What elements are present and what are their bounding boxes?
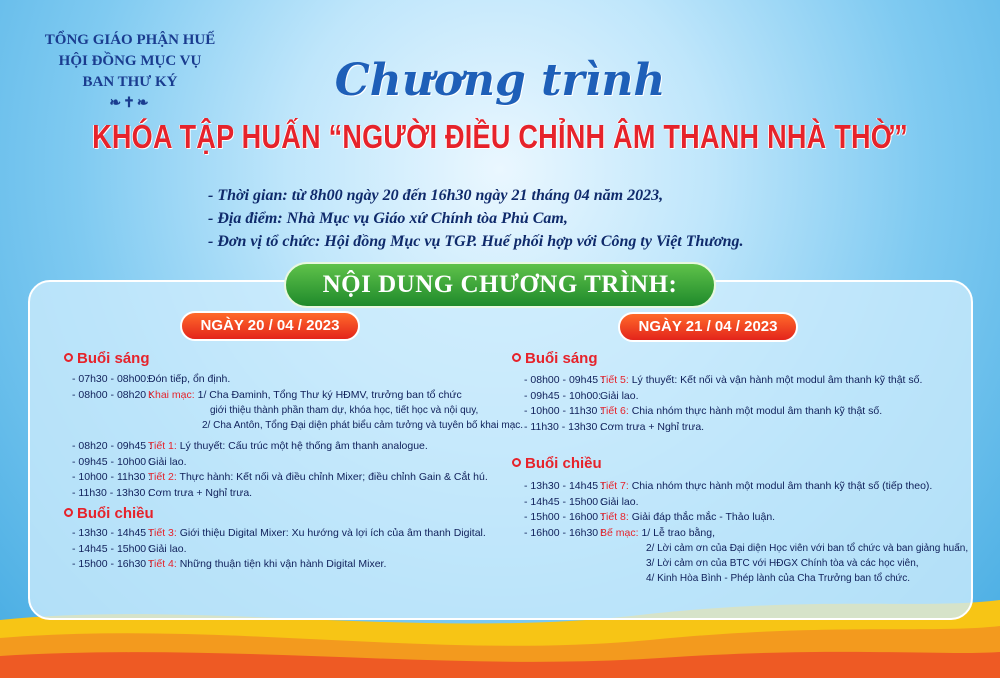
item-text: Cơm trưa + Nghỉ trưa. <box>148 486 253 499</box>
day2-label: NGÀY 21 / 04 / 2023 <box>618 312 798 342</box>
day2-morning-label: Buổi sáng <box>525 350 598 367</box>
item-text: Giải lao. <box>600 389 639 402</box>
list-item <box>524 526 968 542</box>
day2-afternoon-label: Buổi chiều <box>525 455 602 472</box>
item-time: - 14h45 - 15h00 : <box>72 542 152 555</box>
item-time: - 07h30 - 08h00: <box>72 373 150 385</box>
item-time: - 08h20 - 09h45 : <box>72 440 152 452</box>
item-time: - 10h00 - 11h30 : <box>524 405 604 417</box>
org-line-secretariat: BAN THƯ KÝ <box>82 74 178 90</box>
item-time: - 11h30 - 13h30 : <box>524 420 604 433</box>
item-text: Lý thuyết: Cấu trúc một hệ thống âm thanh analogue. <box>179 440 428 452</box>
item-text: 1/ Cha Đaminh, Tổng Thư ký HĐMV, trưởng ban tổ chức <box>197 388 462 401</box>
list-item <box>72 439 523 455</box>
item-text: Giải đáp thắc mắc - Thảo luận. <box>631 511 776 523</box>
cross-ornament-icon: ❧✝❧ <box>109 96 151 111</box>
item-subline: 2/ Lời cảm ơn của Đại diện Học viên với ban tổ chức và ban giảng huấn, <box>646 543 969 554</box>
item-key: Tiết 6: <box>600 405 629 417</box>
item-text: Cơm trưa + Nghỉ trưa. <box>600 420 705 433</box>
item-subline: 2/ Cha Antôn, Tổng Đại diện phát biểu cảm tưởng và tuyên bố khai mạc. <box>202 420 524 431</box>
day2-morning-list <box>524 373 922 435</box>
list-item <box>524 510 968 526</box>
list-item <box>72 557 486 573</box>
list-item <box>524 404 922 420</box>
list-item <box>524 389 922 405</box>
item-key: Tiết 3: <box>148 527 177 539</box>
item-key: Tiết 2: <box>148 471 177 483</box>
list-item <box>72 455 523 471</box>
item-text: Đón tiếp, ổn định. <box>148 373 231 385</box>
item-text: Chia nhóm thực hành một modul âm thanh kỹ thật số. <box>631 405 883 417</box>
item-time: - 15h00 - 16h30 : <box>72 558 152 570</box>
day1-afternoon-label: Buổi chiều <box>77 505 154 522</box>
item-key: Tiết 4: <box>148 558 177 570</box>
item-text: Giải lao. <box>148 542 187 555</box>
item-time: - 14h45 - 15h00 : <box>524 495 604 508</box>
list-item <box>72 388 523 404</box>
item-key: Tiết 1: <box>148 440 177 452</box>
script-title: Chương trình <box>334 55 666 106</box>
item-time: - 09h45 - 10h00: <box>524 389 602 402</box>
item-time: - 13h30 - 14h45 : <box>524 480 604 492</box>
item-subline: 3/ Lời cảm ơn của BTC với HĐGX Chính tòa và các học viên, <box>646 558 919 569</box>
item-time: - 08h00 - 09h45 : <box>524 374 604 386</box>
day1-morning-label: Buổi sáng <box>77 350 150 367</box>
day1-morning-heading <box>64 350 150 367</box>
info-organizer: - Đơn vị tổ chức: Hội đồng Mục vụ TGP. Huế phối hợp với Công ty Việt Thương. <box>208 233 744 250</box>
bullet-icon <box>512 458 521 467</box>
list-item <box>72 542 486 558</box>
day1-afternoon-heading <box>64 505 154 522</box>
item-time: - 09h45 - 10h00 : <box>72 455 152 468</box>
day2-afternoon-list <box>524 479 968 586</box>
list-item <box>524 495 968 511</box>
item-text: Những thuận tiện khi vận hành Digital Mixer. <box>179 558 387 570</box>
day2-afternoon-heading <box>512 455 602 472</box>
org-line-council: HỘI ĐỒNG MỤC VỤ <box>58 53 202 69</box>
item-text: Chia nhóm thực hành một modul âm thanh kỹ thật số (tiếp theo). <box>631 480 933 492</box>
item-time: - 10h00 - 11h30 : <box>72 471 152 483</box>
item-time: - 08h00 - 08h20 : <box>72 388 152 401</box>
info-time: - Thời gian: từ 8h00 ngày 20 đến 16h30 ngày 21 tháng 04 năm 2023, <box>208 187 664 204</box>
day1-afternoon-list <box>72 526 486 573</box>
main-title: KHÓA TẬP HUẤN “NGƯỜI ĐIỀU CHỈNH ÂM THANH NHÀ THỜ” <box>92 118 908 155</box>
list-item <box>524 479 968 495</box>
day2-morning-heading <box>512 350 598 367</box>
event-info <box>208 184 743 253</box>
list-item <box>72 526 486 542</box>
item-time: - 15h00 - 16h00 : <box>524 511 604 523</box>
list-item <box>72 486 523 502</box>
list-item <box>72 470 523 486</box>
item-text: 1/ Lễ trao bằng, <box>641 526 715 539</box>
item-time: - 13h30 - 14h45 : <box>72 527 152 539</box>
item-time: - 11h30 - 13h30 : <box>72 486 152 499</box>
item-text: Giải lao. <box>600 495 639 508</box>
item-key: Bế mạc: <box>600 526 639 539</box>
list-item <box>72 372 523 388</box>
bullet-icon <box>64 353 73 362</box>
list-item <box>524 420 922 436</box>
bullet-icon <box>64 508 73 517</box>
item-subline: giới thiệu thành phần tham dự, khóa học, tiết học và nội quy, <box>210 405 479 416</box>
org-line-archdiocese: TỔNG GIÁO PHẬN HUẾ <box>44 32 216 48</box>
info-place: - Địa điểm: Nhà Mục vụ Giáo xứ Chính tòa Phủ Cam, <box>208 210 568 227</box>
item-text: Thực hành: Kết nối và điều chỉnh Mixer; điều chỉnh Gain & Cắt hú. <box>179 471 488 483</box>
day1-morning-list <box>72 372 523 501</box>
item-key: Tiết 7: <box>600 480 629 492</box>
item-text: Giải lao. <box>148 455 187 468</box>
list-item <box>524 373 922 389</box>
item-time: - 16h00 - 16h30 : <box>524 526 604 539</box>
item-key: Khai mạc: <box>148 388 195 401</box>
program-title-banner: NỘI DUNG CHƯƠNG TRÌNH: <box>284 262 716 308</box>
item-key: Tiết 5: <box>600 374 629 386</box>
item-text: Lý thuyết: Kết nối và vận hành một modul âm thanh kỹ thật số. <box>631 374 923 386</box>
bullet-icon <box>512 353 521 362</box>
item-text: Giới thiệu Digital Mixer: Xu hướng và lợi ích của âm thanh Digital. <box>179 527 486 539</box>
item-subline: 4/ Kinh Hòa Bình - Phép lành của Cha Trưởng ban tổ chức. <box>646 573 910 584</box>
day1-label: NGÀY 20 / 04 / 2023 <box>180 311 360 341</box>
item-key: Tiết 8: <box>600 511 629 523</box>
